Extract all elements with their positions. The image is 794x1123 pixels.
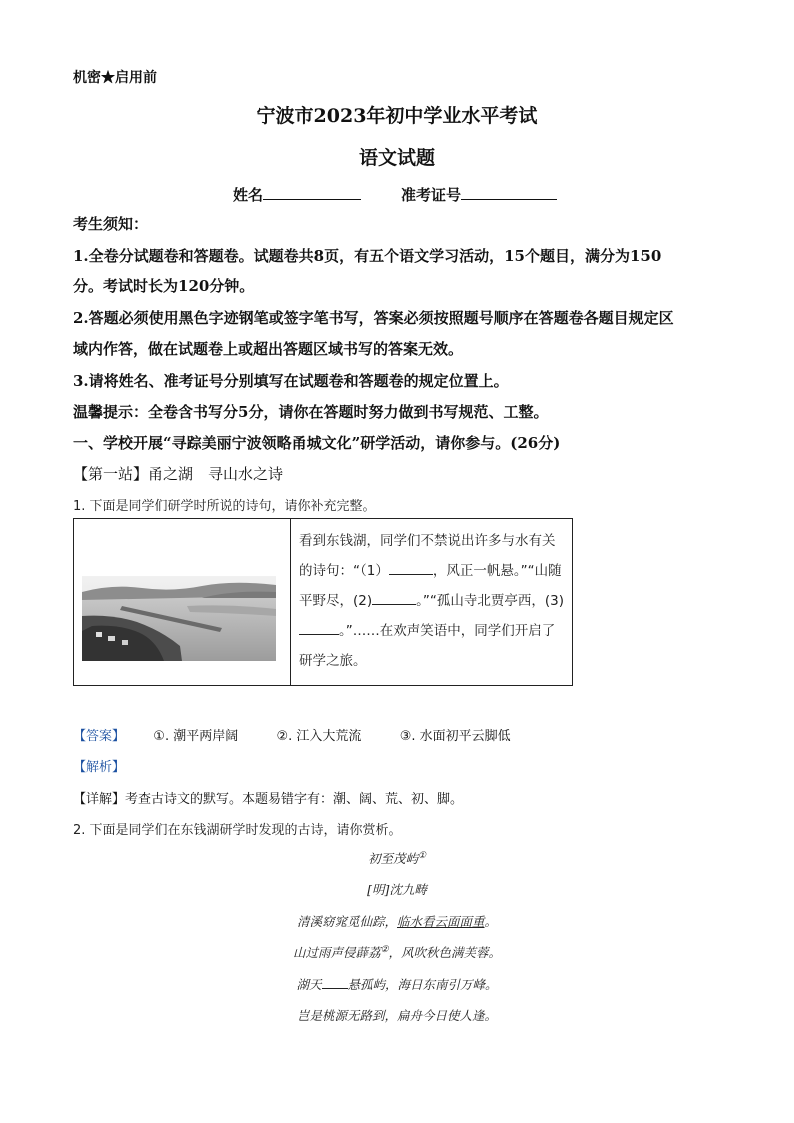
poem-line-2-note: ② [380, 944, 389, 955]
name-blank[interactable] [263, 185, 361, 200]
id-blank[interactable] [461, 185, 557, 200]
q1-table [73, 518, 573, 686]
analysis-label: 【解析】 [73, 760, 126, 775]
q1-text-c: 。”“孤山寺北贾亭西，(3) [416, 593, 564, 609]
poem-line-4: 岂是桃源无路到，扁舟今日使人逢。 [296, 1008, 497, 1023]
poem-line-3 [0, 975, 794, 993]
q1-image-cell [74, 519, 291, 686]
confidential-mark: 机密★启用前 [73, 70, 157, 86]
exam-title: 宁波市2023年初中学业水平考试 [256, 105, 538, 127]
id-label: 准考证号 [401, 186, 462, 204]
notice-tip: 温馨提示：全卷含书写分5分，请你在答题时努力做到书写规范、工整。 [73, 403, 549, 421]
q1-text-a: 看到东钱湖，同学们不禁说出许多与水有关的诗句：“（1） [299, 533, 556, 579]
notice-item-1: 1.全卷分试题卷和答题卷。试题卷共8页，有五个语文学习活动，15个题目，满分为150 [73, 247, 662, 265]
detail-label: 【详解】 [73, 792, 126, 807]
poem-line-3-b: 悬孤屿，海日东南引万峰。 [347, 977, 498, 992]
q1-blank-1[interactable] [389, 561, 433, 575]
poem-line-3-blank[interactable] [322, 977, 348, 989]
poem-line-2-a: 山过雨声侵薜荔 [292, 945, 381, 960]
answer-item-3: ③. 水面初平云脚低 [399, 729, 511, 744]
notice-item-3: 3.请将姓名、准考证号分别填写在试题卷和答题卷的规定位置上。 [73, 372, 509, 390]
q2-prompt: 2. 下面是同学们在东钱湖研学时发现的古诗，请你赏析。 [73, 823, 402, 838]
poem-author: [明]沈九畴 [367, 882, 427, 897]
answer-row [73, 725, 511, 744]
poem-line-1-a: 清溪窈窕觅仙踪， [296, 914, 397, 929]
q1-text-d: 。”……在欢声笑语中，同学们开启了研学之旅。 [299, 623, 556, 669]
poem-title [0, 849, 794, 867]
exam-subtitle: 语文试题 [358, 147, 435, 169]
notice-item-2-cont: 域内作答，做在试题卷上或超出答题区域书写的答案无效。 [73, 340, 464, 358]
poem-line-2 [0, 943, 794, 961]
q1-blank-3[interactable] [299, 621, 339, 635]
poem-line-1-underlined: 临水看云面面重 [396, 914, 485, 929]
q1-blank-2[interactable] [372, 591, 416, 605]
poem-title-text: 初至茂屿 [367, 851, 418, 866]
detail-row [73, 788, 463, 807]
q1-text-b: ，风正一帆悬。”“山随平野尽，(2) [299, 563, 562, 609]
id-field[interactable] [401, 184, 557, 205]
section1-heading: 一、学校开展“寻踪美丽宁波领略甬城文化”研学活动，请你参与。(26分) [73, 434, 561, 452]
poem-title-note: ① [417, 850, 427, 861]
lake-photo [82, 576, 276, 661]
name-label: 姓名 [233, 186, 264, 204]
notice-item-1-cont: 分。考试时长为120分钟。 [73, 277, 255, 295]
poem-line-1-c: 。 [484, 914, 498, 929]
notice-heading: 考生须知： [73, 215, 149, 233]
q1-prompt: 1. 下面是同学们研学时所说的诗句，请你补充完整。 [73, 499, 376, 514]
answer-label: 【答案】 [73, 729, 126, 744]
name-field[interactable] [233, 184, 361, 205]
poem-line-2-b: ，风吹秋色满芙蓉。 [388, 945, 502, 960]
q1-text-cell [291, 519, 573, 686]
detail-text: 考查古诗文的默写。本题易错字有：潮、阔、荒、初、脚。 [125, 792, 464, 807]
answer-item-2: ②. 江入大荒流 [276, 729, 362, 744]
notice-item-2: 2.答题必须使用黑色字迹钢笔或签字笔书写，答案必须按照题号顺序在答题卷各题目规定区 [73, 309, 674, 327]
station-heading: 【第一站】甬之湖 寻山水之诗 [73, 465, 284, 483]
poem-line-3-a: 湖天 [296, 977, 322, 992]
poem-line-1 [0, 912, 794, 930]
answer-item-1: ①. 潮平两岸阔 [153, 729, 239, 744]
